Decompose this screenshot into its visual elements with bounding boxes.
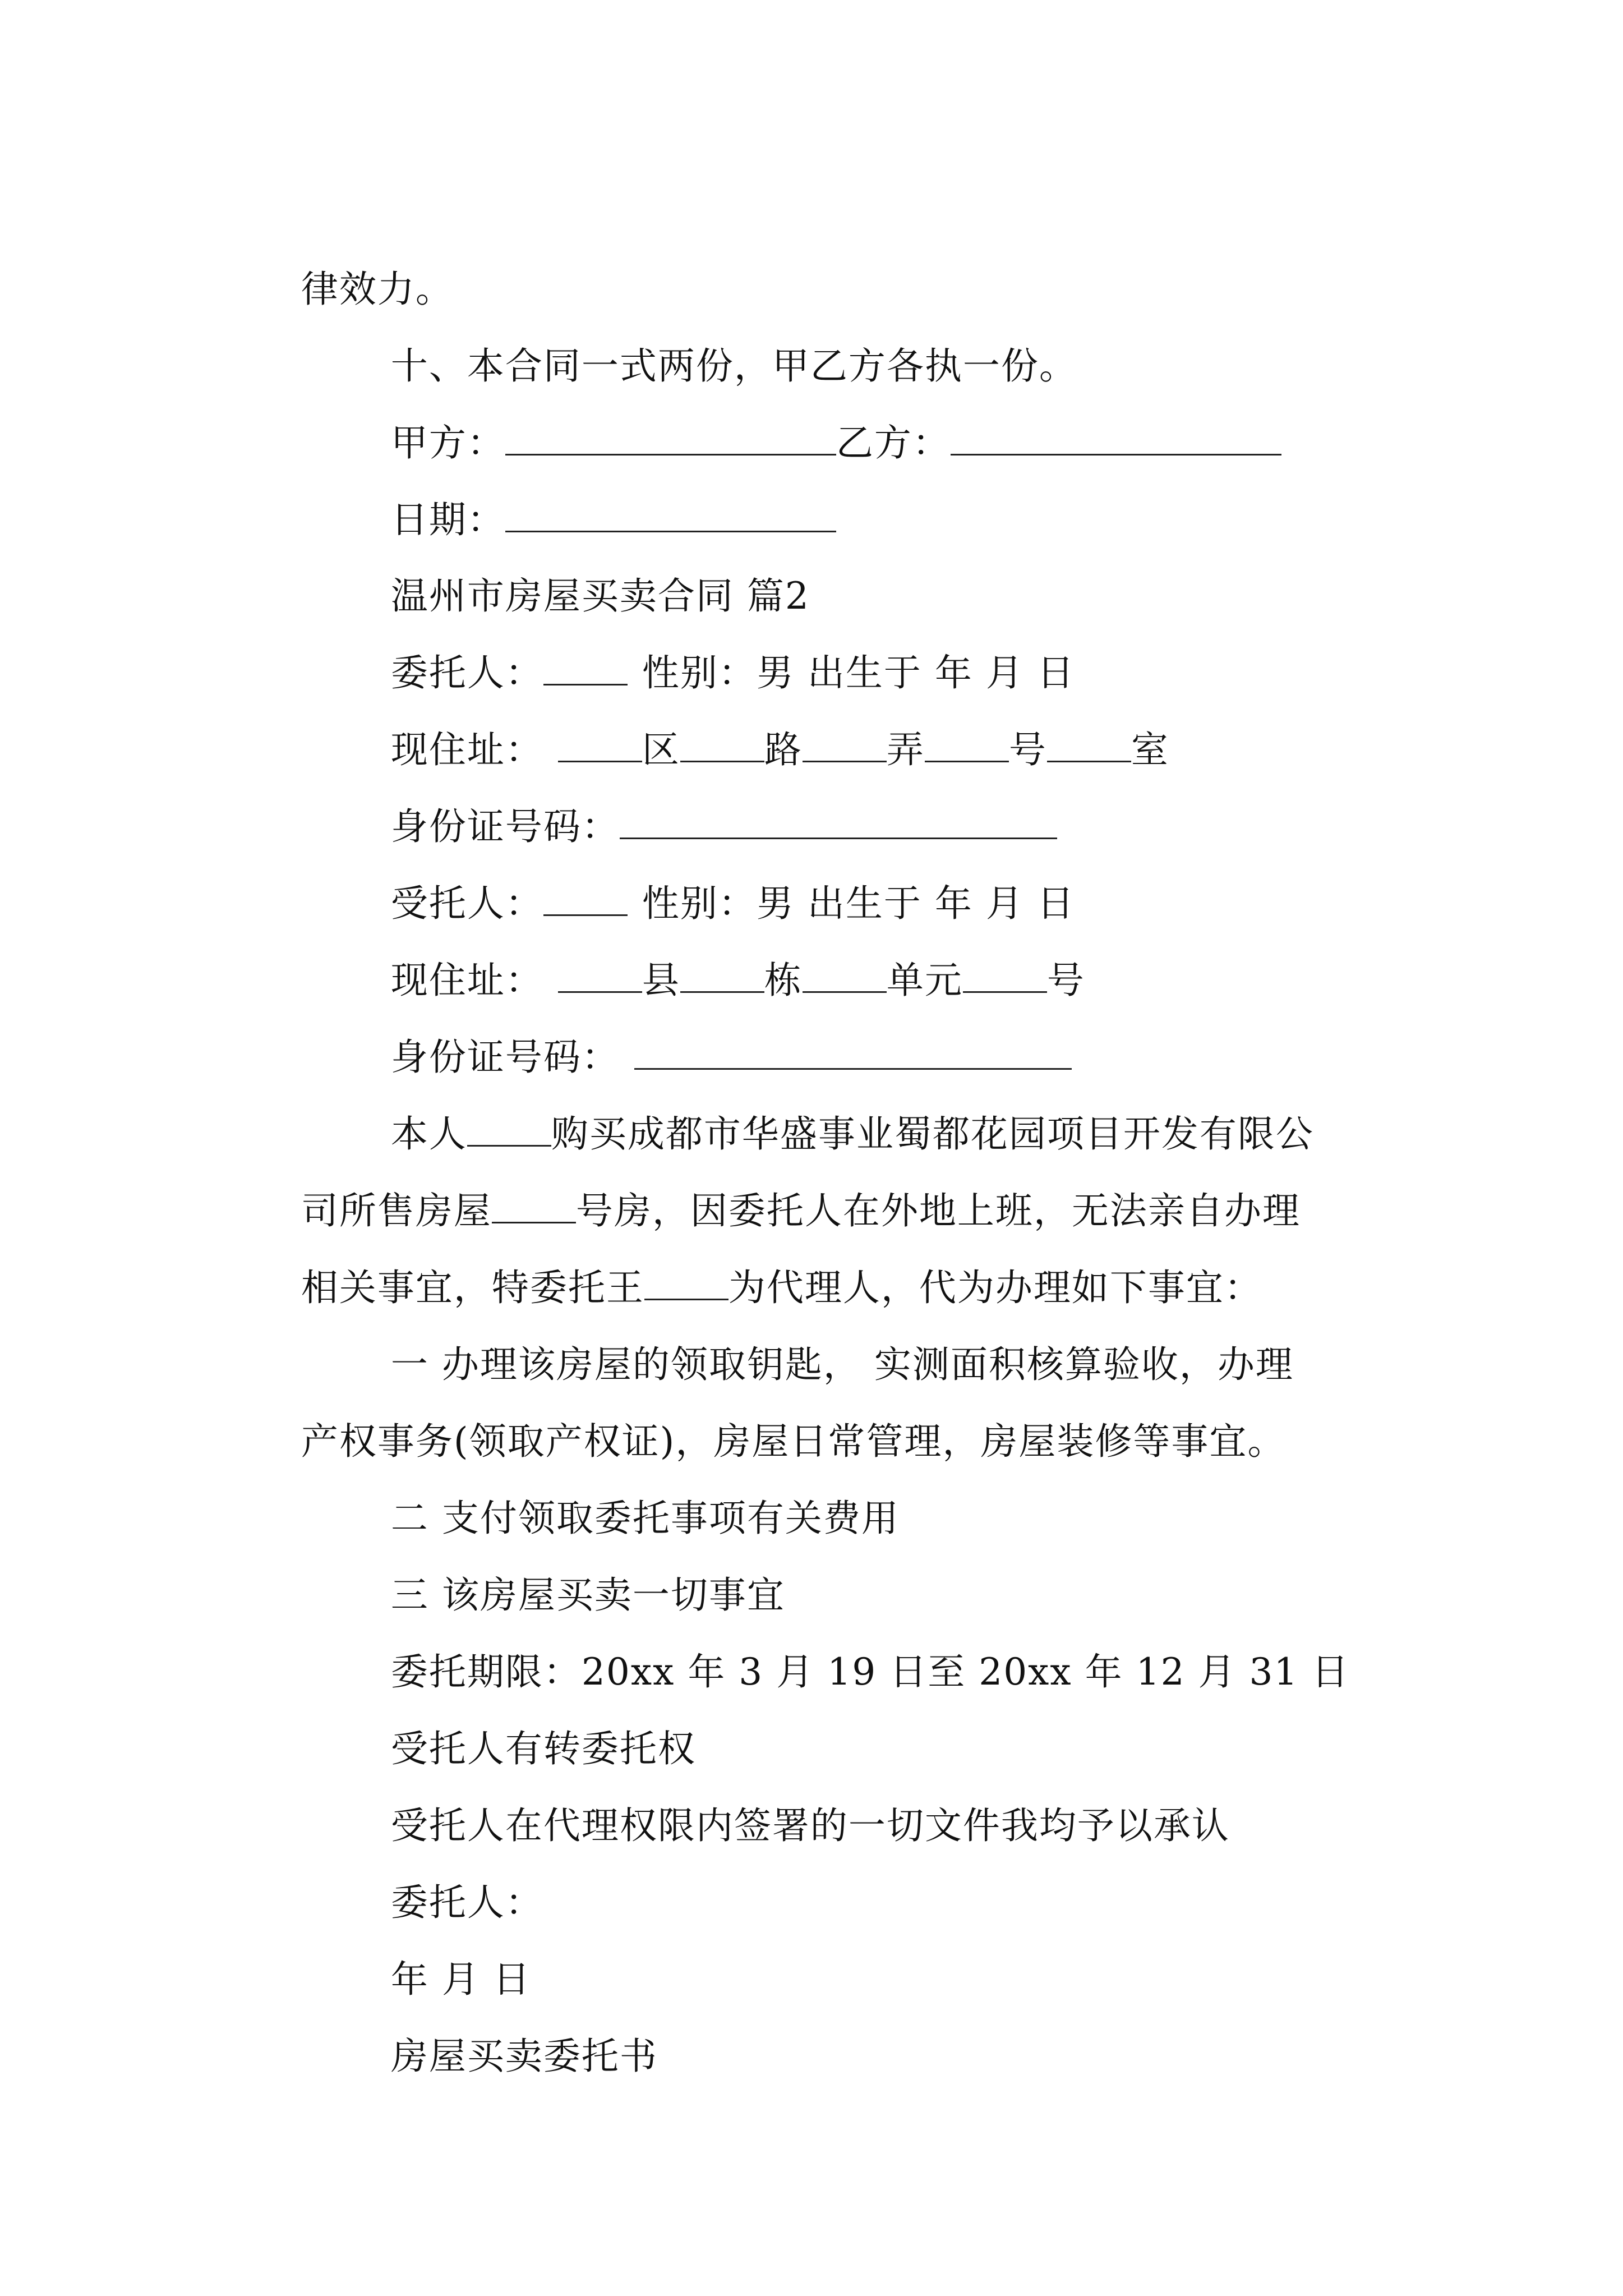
party-a-blank — [505, 421, 836, 455]
party-b-blank — [951, 421, 1281, 455]
text: 三 该房屋买卖一切事宜 — [390, 1573, 785, 1617]
address-unit-district: 区 — [642, 728, 680, 771]
id-label: 身份证号码： — [390, 1036, 620, 1079]
blank — [680, 728, 764, 762]
blank — [558, 728, 642, 762]
address-label: 现住址： — [390, 728, 543, 771]
agent-label: 受托人： — [390, 882, 543, 925]
text: 房屋买卖委托书 — [390, 2035, 658, 2078]
address-unit-room: 室 — [1131, 728, 1169, 771]
address-unit-number: 号 — [1046, 959, 1085, 1002]
party-b-label: 乙方： — [836, 421, 951, 464]
blank — [680, 959, 764, 993]
text: 受托人有转委托权 — [390, 1727, 696, 1770]
section-title: 温州市房屋买卖合同 篇2 — [390, 574, 810, 618]
address-unit-county: 县 — [642, 959, 680, 1002]
text: 委托期限：20xx 年 3 月 19 日至 20xx 年 12 月 31 日 — [390, 1650, 1350, 1694]
id-label: 身份证号码： — [390, 805, 620, 848]
principal-label: 委托人： — [390, 651, 543, 694]
blank — [803, 959, 887, 993]
address-unit-road: 路 — [764, 728, 803, 771]
blank — [492, 1189, 576, 1223]
text: 相关事宜，特委托王 — [301, 1266, 644, 1309]
blank — [803, 728, 887, 762]
text: 年 月 日 — [390, 1958, 531, 2001]
blank — [925, 728, 1009, 762]
text: 委托人： — [390, 1881, 543, 1924]
address-unit-lane: 弄 — [886, 728, 925, 771]
text: 本人 — [390, 1112, 467, 1156]
address-unit-unit: 单元 — [886, 959, 963, 1002]
text: 为代理人，代为办理如下事宜： — [728, 1266, 1262, 1309]
principal-details: 性别：男 出生于 年 月 日 — [642, 651, 1075, 694]
blank — [644, 1266, 728, 1300]
text: 一 办理该房屋的领取钥匙， 实测面积核算验收，办理 — [390, 1343, 1294, 1386]
next-section-title — [339, 1989, 658, 2124]
text: 购买成都市华盛事业蜀都花园项目开发有限公 — [551, 1112, 1314, 1156]
party-a-label: 甲方： — [390, 421, 505, 464]
id-blank — [634, 1036, 1072, 1070]
address-unit-building: 栋 — [764, 959, 803, 1002]
text: 受托人在代理权限内签署的一切文件我均予以承认 — [390, 1804, 1230, 1847]
agent-details: 性别：男 出生于 年 月 日 — [642, 882, 1075, 925]
principal-name-blank — [543, 651, 628, 685]
text: 产权事务(领取产权证)，房屋日常管理，房屋装修等事宜。 — [301, 1420, 1286, 1463]
text: 司所售房屋 — [301, 1189, 492, 1232]
text: 号房，因委托人在外地上班，无法亲自办理 — [575, 1189, 1301, 1232]
blank — [467, 1112, 551, 1147]
date-blank — [505, 498, 836, 532]
paragraph-tail: 律效力。 — [301, 268, 454, 311]
agent-name-blank — [543, 882, 628, 916]
date-label: 日期： — [390, 498, 505, 541]
blank — [1047, 728, 1131, 762]
text: 二 支付领取委托事项有关费用 — [390, 1497, 900, 1540]
address-unit-number: 号 — [1008, 728, 1047, 771]
address-label: 现住址： — [390, 959, 543, 1002]
clause-ten: 十、本合同一式两份，甲乙方各执一份。 — [390, 344, 1077, 388]
id-blank — [620, 805, 1057, 839]
blank — [558, 959, 642, 993]
blank — [963, 959, 1047, 993]
